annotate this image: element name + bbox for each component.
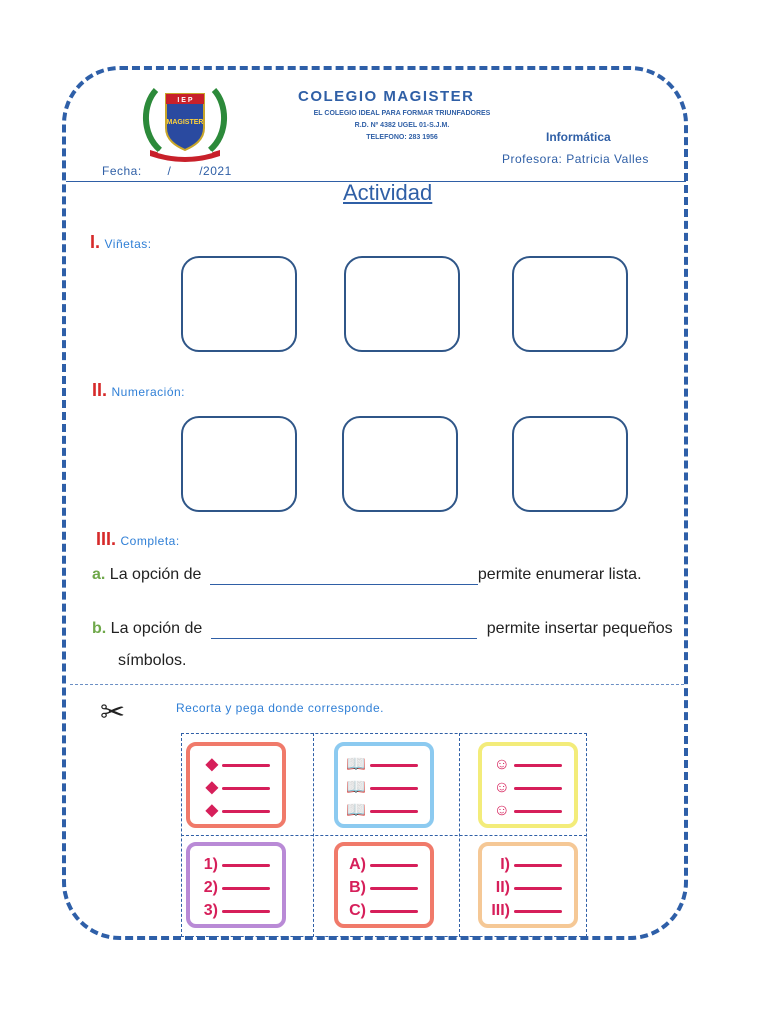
school-phone: TELEFONO: 283 1956	[366, 134, 438, 141]
card-line	[222, 810, 270, 813]
card-line	[222, 887, 270, 890]
card-line	[514, 887, 562, 890]
school-slogan: EL COLEGIO IDEAL PARA FORMAR TRIUNFADORES	[313, 110, 491, 117]
section-vinetas-heading	[90, 232, 152, 253]
grid-divider	[181, 835, 587, 836]
card-line	[514, 764, 562, 767]
card-row	[190, 754, 282, 776]
scissors-icon: ✂	[100, 696, 126, 729]
card-line	[222, 910, 270, 913]
card-line	[514, 810, 562, 813]
vineta-box-2[interactable]	[344, 256, 460, 352]
card-marker: ◆	[205, 756, 218, 773]
item-text-after: permite enumerar lista.	[477, 566, 642, 583]
card-marker: ◆	[205, 802, 218, 819]
card-marker: III)	[491, 902, 510, 919]
date-year: /2021	[199, 164, 232, 178]
bullet-diamond-card[interactable]	[186, 742, 286, 828]
card-line	[370, 787, 418, 790]
item-letter: a.	[92, 566, 106, 583]
bullet-book-card[interactable]	[334, 742, 434, 828]
date-label: Fecha:	[102, 164, 142, 178]
card-marker: C)	[349, 902, 366, 919]
numeracion-box-2[interactable]	[342, 416, 458, 512]
card-marker: B)	[349, 879, 366, 896]
card-marker: 📖	[346, 779, 366, 796]
card-marker: I)	[500, 856, 510, 873]
complete-item-b	[92, 620, 673, 639]
number-roman-card[interactable]	[478, 842, 578, 928]
teacher-name: Profesora: Patricia Valles	[502, 152, 649, 166]
section-completa-heading	[96, 529, 180, 550]
numeracion-box-3[interactable]	[512, 416, 628, 512]
date-separator: /	[167, 164, 172, 178]
card-marker: 1)	[203, 856, 218, 873]
item-text-before: La opción de	[109, 566, 202, 583]
card-marker: 2)	[203, 879, 218, 896]
card-row	[338, 777, 430, 799]
subject-label: Informática	[546, 130, 611, 144]
card-marker: ☺	[493, 756, 510, 773]
card-marker: 3)	[203, 902, 218, 919]
date-field[interactable]	[66, 164, 232, 178]
card-row	[190, 877, 282, 899]
complete-item-a	[92, 566, 642, 585]
number-letter-card[interactable]	[334, 842, 434, 928]
card-line	[370, 810, 418, 813]
card-row	[190, 800, 282, 822]
section-label: Completa:	[120, 534, 180, 548]
bullet-smiley-card[interactable]	[478, 742, 578, 828]
card-row	[482, 877, 574, 899]
section-dot: .	[111, 529, 117, 549]
fill-blank-a[interactable]	[210, 566, 478, 585]
card-line	[370, 864, 418, 867]
card-row	[338, 854, 430, 876]
cut-instruction: Recorta y pega donde corresponde.	[176, 701, 384, 715]
section-numeracion-heading	[92, 380, 185, 401]
fill-blank-b[interactable]	[211, 620, 477, 639]
item-text-before: La opción de	[110, 620, 203, 637]
section-number: II	[92, 380, 103, 400]
card-line	[514, 787, 562, 790]
card-row	[482, 754, 574, 776]
card-row	[338, 800, 430, 822]
section-label: Viñetas:	[104, 237, 152, 251]
card-line	[222, 864, 270, 867]
card-line	[222, 764, 270, 767]
card-line	[370, 887, 418, 890]
school-logo	[140, 80, 230, 162]
card-row	[190, 854, 282, 876]
card-row	[190, 777, 282, 799]
school-resolution: R.D. Nº 4382 UGEL 01-S.J.M.	[354, 122, 450, 129]
card-row	[482, 777, 574, 799]
logo-letters: I E P	[177, 97, 193, 104]
vineta-box-1[interactable]	[181, 256, 297, 352]
card-line	[370, 764, 418, 767]
section-number: I	[90, 232, 96, 252]
card-line	[514, 910, 562, 913]
card-row	[338, 754, 430, 776]
card-marker: ☺	[493, 802, 510, 819]
section-number: III	[96, 529, 112, 549]
card-marker: A)	[349, 856, 366, 873]
card-row	[338, 900, 430, 922]
numeracion-box-1[interactable]	[181, 416, 297, 512]
item-text-after: permite insertar pequeños	[486, 620, 673, 637]
logo-text: MAGISTER	[166, 119, 204, 126]
card-row	[190, 900, 282, 922]
card-marker: 📖	[346, 756, 366, 773]
card-line	[514, 864, 562, 867]
section-dot: .	[102, 380, 108, 400]
card-line	[370, 910, 418, 913]
card-marker: II)	[495, 879, 510, 896]
item-text-continuation: símbolos.	[118, 652, 187, 669]
card-marker: ◆	[205, 779, 218, 796]
item-letter: b.	[92, 620, 107, 637]
card-line	[222, 787, 270, 790]
school-name: COLEGIO MAGISTER	[298, 88, 475, 105]
number-digit-card[interactable]	[186, 842, 286, 928]
card-row	[482, 854, 574, 876]
page-title: Actividad	[343, 180, 433, 205]
card-row	[338, 877, 430, 899]
card-row	[482, 800, 574, 822]
card-row	[482, 900, 574, 922]
card-marker: 📖	[346, 802, 366, 819]
card-marker: ☺	[493, 779, 510, 796]
section-dot: .	[95, 232, 101, 252]
cut-separator	[70, 684, 684, 685]
vineta-box-3[interactable]	[512, 256, 628, 352]
section-label: Numeración:	[111, 385, 186, 399]
